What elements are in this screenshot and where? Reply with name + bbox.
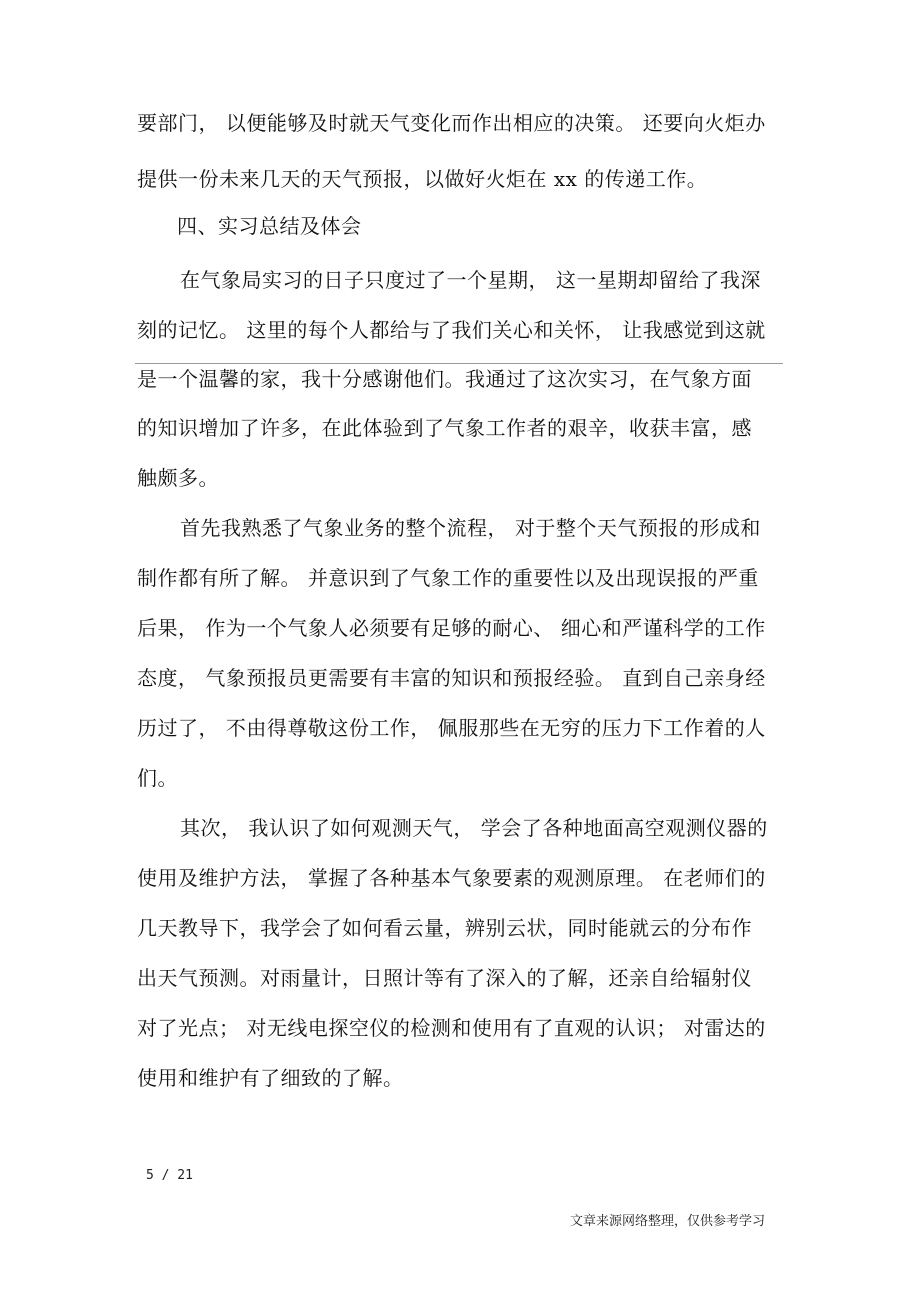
text-line: 在气象局实习的日子只度过了一个星期， 这一星期却留给了我深 [180,268,761,292]
text-line: 历过了， 不由得尊敬这份工作， 佩服那些在无穷的压力下工作着的人 [137,716,766,740]
text-line: 对了光点； 对无线电探空仪的检测和使用有了直观的认识； 对雷达的 [137,1016,766,1040]
text-line: 要部门， 以便能够及时就天气变化而作出相应的决策。 还要向火炬办 [137,111,766,135]
text-line: 的知识增加了许多，在此体验到了气象工作者的艰辛，收获丰富，感 [137,416,752,440]
text-line: 态度， 气象预报员更需要有丰富的知识和预报经验。 直到自己亲身经 [137,666,766,690]
text-line: 们。 [137,766,178,790]
horizontal-rule [135,363,783,364]
text-line: 使用和维护有了细致的了解。 [137,1066,404,1090]
text-line: 几天教导下，我学会了如何看云量，辨别云状，同时能就云的分布作 [137,916,752,940]
footer-note: 文章来源网络整理，仅供参考学习 [570,1214,766,1229]
text-line: 刻的记忆。 这里的每个人都给与了我们关心和关怀， 让我感觉到这就 [137,318,766,342]
page-number: 5 / 21 [146,1168,193,1183]
text-line: 其次， 我认识了如何观测天气， 学会了各种地面高空观测仪器的 [180,816,768,840]
section-heading: 四、实习总结及体会 [177,214,362,238]
text-line: 触颇多。 [137,466,219,490]
text-line: 提供一份未来几天的天气预报，以做好火炬在 xx 的传递工作。 [137,167,708,191]
text-line: 后果， 作为一个气象人必须要有足够的耐心、 细心和严谨科学的工作 [137,616,766,640]
text-line: 制作都有所了解。 并意识到了气象工作的重要性以及出现误报的严重 [137,566,759,590]
text-line: 首先我熟悉了气象业务的整个流程， 对于整个天气预报的形成和 [180,516,761,540]
text-line: 是一个温馨的家，我十分感谢他们。我通过了这次实习，在气象方面 [137,367,752,391]
text-line: 使用及维护方法， 掌握了各种基本气象要素的观测原理。 在老师们的 [137,866,766,890]
text-line: 出天气预测。对雨量计，日照计等有了深入的了解，还亲自给辐射仪 [137,966,752,990]
